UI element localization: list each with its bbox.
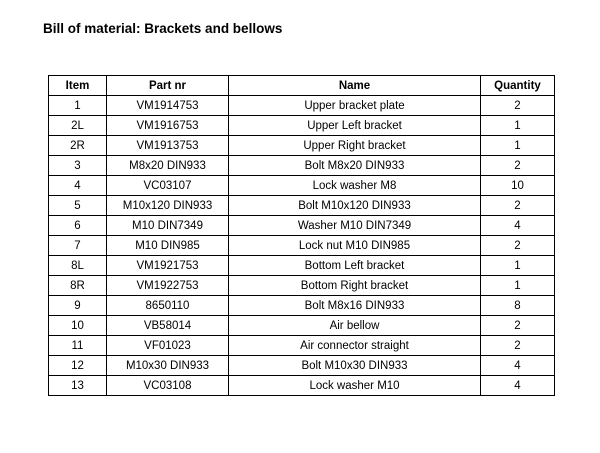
cell-name: Upper bracket plate bbox=[229, 96, 481, 116]
cell-part-nr: VM1922753 bbox=[107, 276, 229, 296]
cell-item: 11 bbox=[49, 336, 107, 356]
cell-item: 13 bbox=[49, 376, 107, 396]
table-row bbox=[49, 276, 555, 296]
cell-name: Bottom Right bracket bbox=[229, 276, 481, 296]
cell-part-nr: M10x120 DIN933 bbox=[107, 196, 229, 216]
cell-part-nr: 8650110 bbox=[107, 296, 229, 316]
cell-part-nr: VM1916753 bbox=[107, 116, 229, 136]
cell-name: Bolt M8x16 DIN933 bbox=[229, 296, 481, 316]
table-row bbox=[49, 216, 555, 236]
cell-name: Bolt M10x120 DIN933 bbox=[229, 196, 481, 216]
page-title: Bill of material: Brackets and bellows bbox=[43, 21, 283, 36]
cell-item: 8R bbox=[49, 276, 107, 296]
cell-part-nr: VM1921753 bbox=[107, 256, 229, 276]
cell-quantity: 2 bbox=[481, 236, 555, 256]
cell-quantity: 4 bbox=[481, 216, 555, 236]
cell-quantity: 10 bbox=[481, 176, 555, 196]
cell-name: Air connector straight bbox=[229, 336, 481, 356]
cell-part-nr: VM1913753 bbox=[107, 136, 229, 156]
cell-item: 12 bbox=[49, 356, 107, 376]
cell-quantity: 2 bbox=[481, 196, 555, 216]
bom-table bbox=[48, 75, 555, 396]
bom-table-body bbox=[49, 96, 555, 396]
cell-item: 1 bbox=[49, 96, 107, 116]
cell-part-nr: VC03108 bbox=[107, 376, 229, 396]
cell-quantity: 4 bbox=[481, 376, 555, 396]
cell-name: Bolt M8x20 DIN933 bbox=[229, 156, 481, 176]
column-header-quantity: Quantity bbox=[481, 76, 555, 96]
table-row bbox=[49, 116, 555, 136]
cell-name: Washer M10 DIN7349 bbox=[229, 216, 481, 236]
table-row bbox=[49, 256, 555, 276]
cell-part-nr: M10 DIN985 bbox=[107, 236, 229, 256]
table-row bbox=[49, 376, 555, 396]
table-row bbox=[49, 136, 555, 156]
cell-quantity: 1 bbox=[481, 136, 555, 156]
cell-item: 10 bbox=[49, 316, 107, 336]
column-header-name: Name bbox=[229, 76, 481, 96]
cell-item: 8L bbox=[49, 256, 107, 276]
cell-quantity: 2 bbox=[481, 96, 555, 116]
cell-part-nr: VF01023 bbox=[107, 336, 229, 356]
cell-name: Lock nut M10 DIN985 bbox=[229, 236, 481, 256]
cell-item: 5 bbox=[49, 196, 107, 216]
table-row bbox=[49, 316, 555, 336]
cell-name: Lock washer M8 bbox=[229, 176, 481, 196]
cell-item: 2R bbox=[49, 136, 107, 156]
cell-part-nr: VB58014 bbox=[107, 316, 229, 336]
cell-item: 6 bbox=[49, 216, 107, 236]
cell-name: Air bellow bbox=[229, 316, 481, 336]
cell-quantity: 2 bbox=[481, 316, 555, 336]
cell-name: Bolt M10x30 DIN933 bbox=[229, 356, 481, 376]
cell-quantity: 1 bbox=[481, 256, 555, 276]
cell-quantity: 2 bbox=[481, 336, 555, 356]
cell-quantity: 1 bbox=[481, 116, 555, 136]
table-row bbox=[49, 336, 555, 356]
cell-part-nr: M10 DIN7349 bbox=[107, 216, 229, 236]
cell-item: 7 bbox=[49, 236, 107, 256]
cell-part-nr: VC03107 bbox=[107, 176, 229, 196]
cell-item: 3 bbox=[49, 156, 107, 176]
cell-part-nr: VM1914753 bbox=[107, 96, 229, 116]
table-row bbox=[49, 356, 555, 376]
cell-item: 2L bbox=[49, 116, 107, 136]
cell-name: Upper Right bracket bbox=[229, 136, 481, 156]
column-header-part-nr: Part nr bbox=[107, 76, 229, 96]
cell-name: Upper Left bracket bbox=[229, 116, 481, 136]
cell-quantity: 8 bbox=[481, 296, 555, 316]
cell-part-nr: M10x30 DIN933 bbox=[107, 356, 229, 376]
cell-part-nr: M8x20 DIN933 bbox=[107, 156, 229, 176]
cell-item: 9 bbox=[49, 296, 107, 316]
cell-item: 4 bbox=[49, 176, 107, 196]
table-row bbox=[49, 236, 555, 256]
cell-quantity: 1 bbox=[481, 276, 555, 296]
column-header-item: Item bbox=[49, 76, 107, 96]
cell-quantity: 2 bbox=[481, 156, 555, 176]
table-row bbox=[49, 196, 555, 216]
table-row bbox=[49, 296, 555, 316]
cell-name: Bottom Left bracket bbox=[229, 256, 481, 276]
table-header-row bbox=[49, 76, 555, 96]
table-row bbox=[49, 96, 555, 116]
cell-quantity: 4 bbox=[481, 356, 555, 376]
cell-name: Lock washer M10 bbox=[229, 376, 481, 396]
table-row bbox=[49, 156, 555, 176]
table-row bbox=[49, 176, 555, 196]
